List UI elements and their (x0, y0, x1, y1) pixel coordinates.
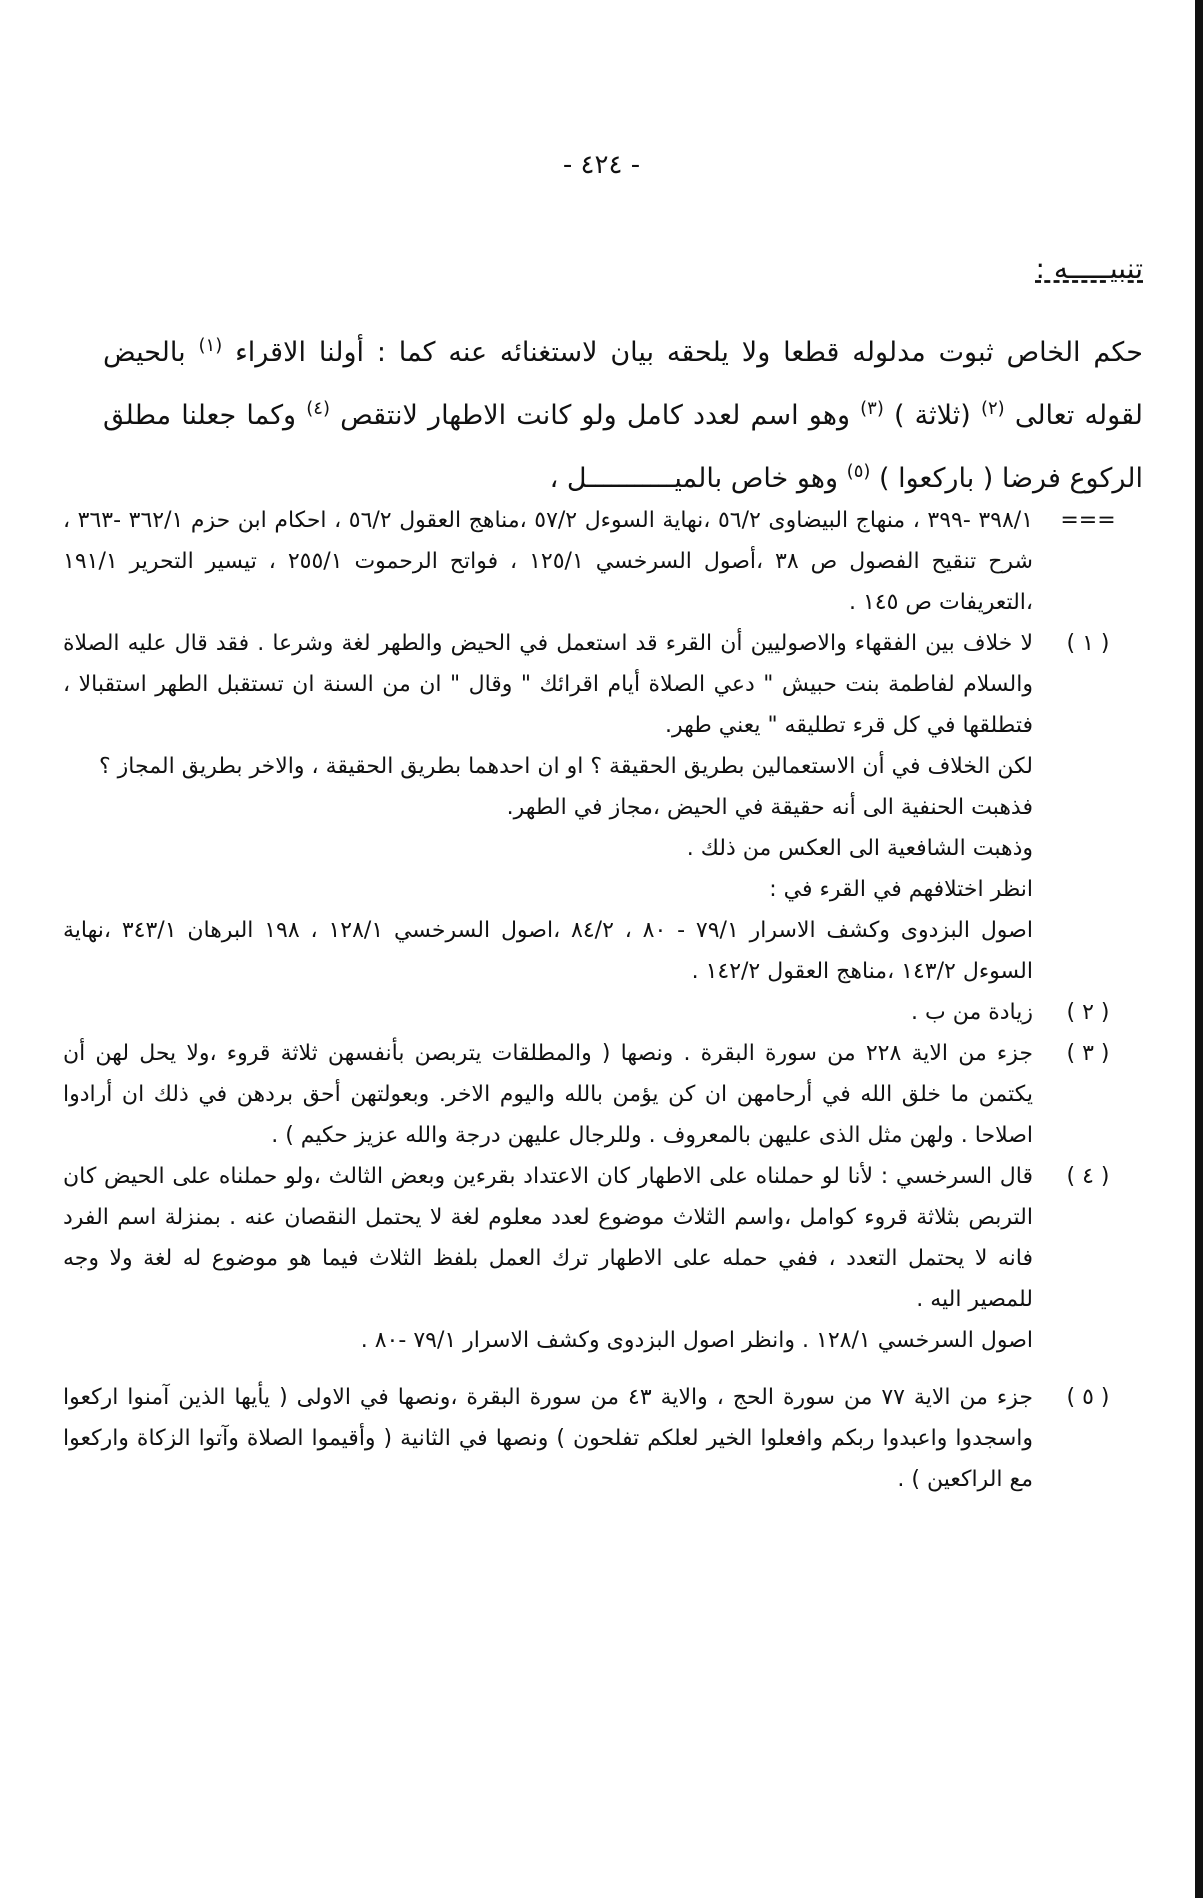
footnote-marker: ( ٢ ) (1066, 1000, 1110, 1025)
footnote-ref: (٤) (306, 398, 330, 419)
footnote-marker: ( ٥ ) (1066, 1385, 1110, 1410)
footnote-item (63, 623, 1143, 992)
footnote-item (63, 992, 1143, 1033)
footnote-marker: ( ٤ ) (1066, 1164, 1110, 1189)
main-text-segment: بالحيض لقوله تعالى (103, 337, 1143, 431)
footnote-item (63, 1156, 1143, 1361)
main-text-segment: وهو اسم لعدد كامل ولو كانت الاطهار لانتقص (340, 400, 850, 431)
notice-heading: تنبيـــــه : (1035, 252, 1143, 285)
footnote-ref: (٥) (846, 461, 871, 482)
footnote-marker: === (1060, 508, 1116, 533)
footnote-ref: (٢) (980, 398, 1005, 419)
main-paragraph (103, 318, 1143, 507)
footnote-text: ٣٩٨/١ -٣٩٩ ، منهاج البيضاوى ٥٦/٢ ،نهاية السوءل ٥٧/٢ ،مناهج العقول ٥٦/٢ ، احكام ابن حزم ٣٦٢/١ -٣٦٣ ، شرح تنقيح الفصول ص ٣٨ ،أصول السرخسي ١٢٥/١ ، فواتح الرحموت ٢٥٥/١ ، تيسير التحرير ١٩١/١ ،التعريفات ص ١٤٥ . (63, 508, 1034, 615)
footnote-marker: ( ٣ ) (1066, 1041, 1110, 1066)
main-text-segment: (ثلاثة ) (894, 400, 971, 431)
footnote-ref: (٣) (860, 398, 884, 419)
footnote-text: جزء من الاية ٧٧ من سورة الحج ، والاية ٤٣ من سورة البقرة ،ونصها في الاولى ( يأيها الذين آمنوا اركعوا واسجدوا واعبدوا ربكم وافعلوا الخير لعلكم تفلحون ) ونصها في الثانية ( وأقيموا الصلاة وآتوا الزكاة واركعوا مع الراكعين ) . (63, 1385, 1033, 1492)
footnotes (63, 500, 1143, 1500)
footnote-item (63, 1033, 1143, 1156)
footnote-text: قال السرخسي : لأنا لو حملناه على الاطهار كان الاعتداد بقرءين وبعض الثالث ،ولو حملناه على الحيض كان التربص بثلاثة قروء كوامل ،واسم الثلاث موضوع لعدد معلوم لغة لا يحتمل النقصان عنه . بمنزلة اسم الفرد فانه لا يحتمل التعدد ، ففي حمله على الاطهار ترك العمل بلفظ الثلاث فيما هو موضوع له لغة ولا وجه للمصير اليه . اصول السرخسي ١٢٨/١ . وانظر اصول البزدوى وكشف الاسرار ٧٩/١ -٨٠ . (63, 1164, 1033, 1353)
page-number: - ٤٢٤ - (562, 150, 641, 180)
scan-edge (1195, 0, 1203, 1898)
main-text-segment: وكما جعلنا مطلق الركوع فرضا ( باركعوا ) (103, 400, 1143, 494)
footnote-text: جزء من الاية ٢٢٨ من سورة البقرة . ونصها ( والمطلقات يتربصن بأنفسهن ثلاثة قروء ،ولا يحل لهن أن يكتمن ما خلق الله في أرحامهن ان كن يؤمن بالله واليوم الاخر. وبعولتهن أحق بردهن في ذلك ان أرادوا اصلاحا . ولهن مثل الذى عليهن بالمعروف . وللرجال عليهن درجة والله عزيز حكيم ) . (63, 1041, 1033, 1148)
footnote-item (63, 500, 1143, 623)
footnote-ref: (١) (198, 335, 223, 356)
main-text-segment: وهو خاص بالميـــــــــــل ، (549, 463, 839, 494)
footnote-text: زيادة من ب . (911, 1000, 1033, 1025)
main-text-segment: حكم الخاص ثبوت مدلوله قطعا ولا يلحقه بيان لاستغنائه عنه كما : أولنا الاقراء (235, 337, 1143, 368)
footnote-text: لا خلاف بين الفقهاء والاصوليين أن القرء قد استعمل في الحيض والطهر لغة وشرعا . فقد قال عليه الصلاة والسلام لفاطمة بنت حبيش " دعي الصلاة أيام اقرائك " وقال " ان من السنة ان تستقبل الطهر استقبالا ، فتطلقها في كل قرء تطليقه " يعني طهر. لكن الخلاف في أن الاستعمالين بطريق الحقيقة ؟ او ان احدهما بطريق الحقيقة ، والاخر بطريق المجاز ؟ فذهبت الحنفية الى أنه حقيقة في الحيض ،مجاز في الطهر. وذهبت الشافعية الى العكس من ذلك . انظر اختلافهم في القرء في : اصول البزدوى وكشف الاسرار ٧٩/١ - ٨٠ ، ٨٤/٢ ،اصول السرخسي ١٢٨/١ ، ١٩٨ البرهان ٣٤٣/١ ،نهاية السوءل ١٤٣/٢ ،مناهج العقول ١٤٢/٢ . (63, 631, 1033, 984)
footnote-item (63, 1377, 1143, 1500)
footnote-marker: ( ١ ) (1066, 631, 1110, 656)
